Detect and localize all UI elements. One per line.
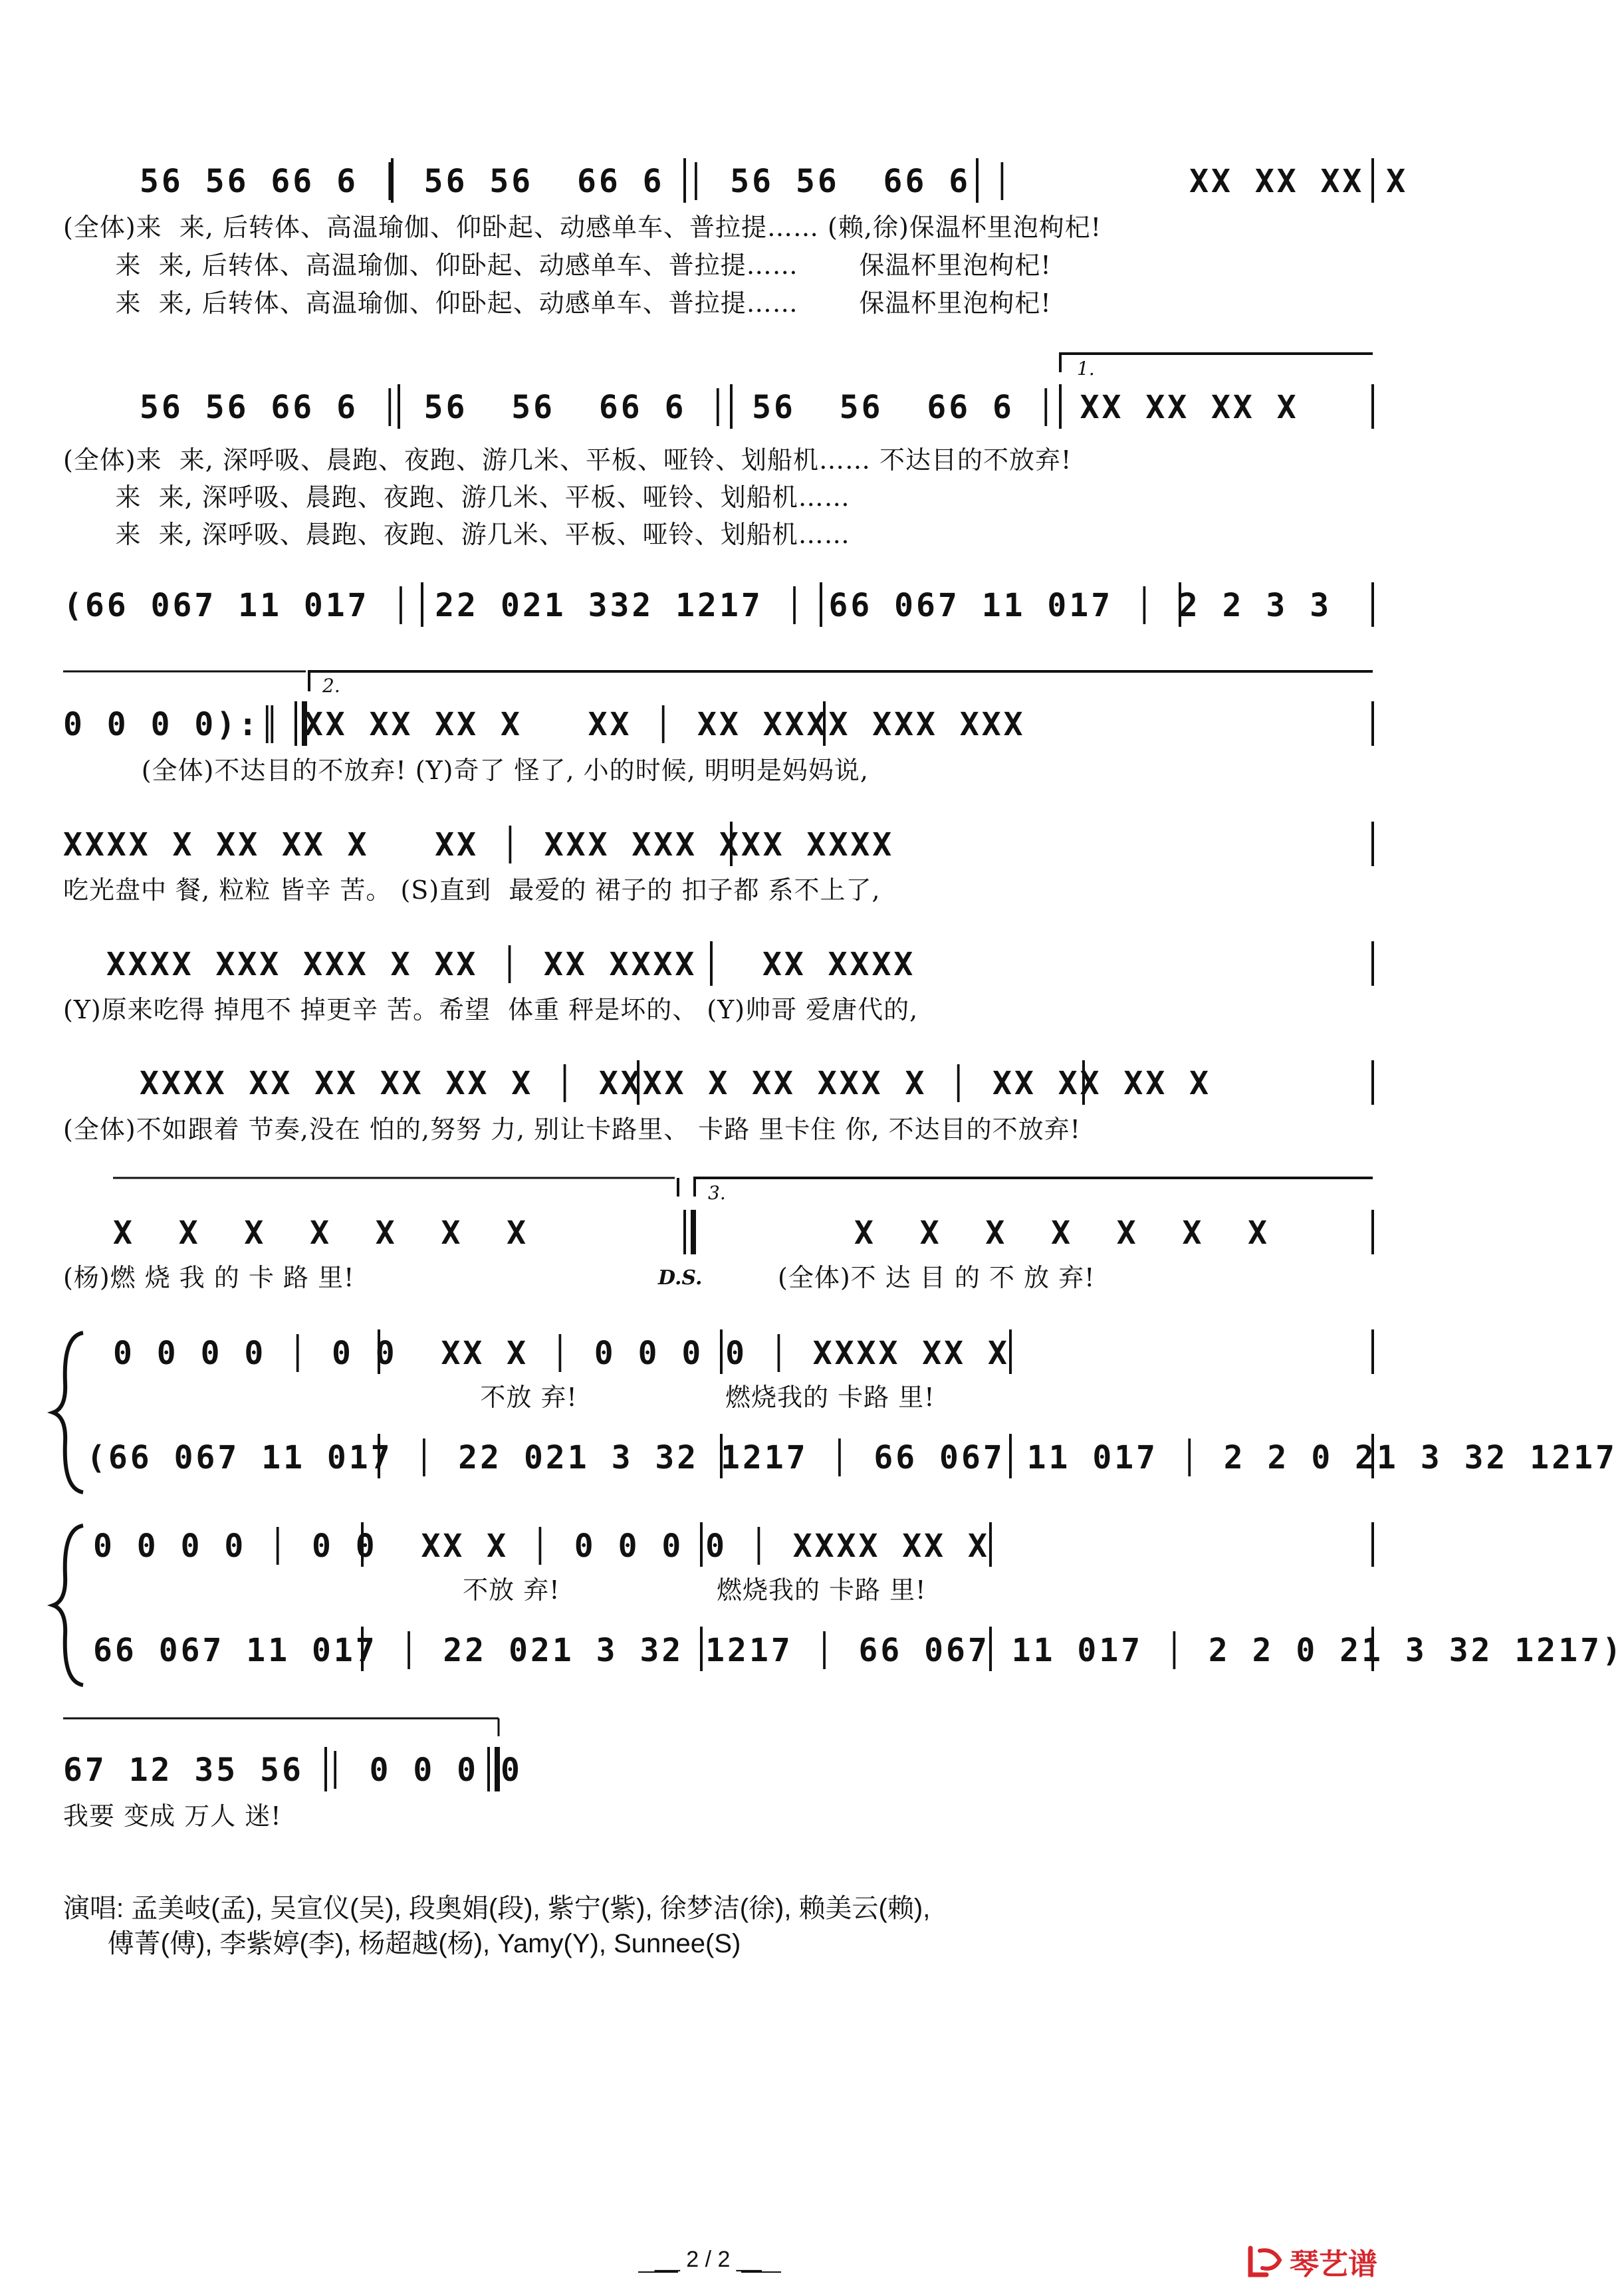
- system2-lyric-1: (全体)来 来, 深呼吸、晨跑、夜跑、游几米、平板、哑铃、划船机…… 不达目的不放弃!: [63, 445, 1072, 475]
- system8-notes-right: X X X X X X X: [854, 1214, 1270, 1252]
- system10-upper-notes: 0 0 0 0 │ 0 0 XX X │ 0 0 0 0 │ XXXX XX X: [93, 1528, 990, 1565]
- system7-notes: XXXX XX XX XX XX X │ XXXX X XX XXX X │ XX XX XX X: [140, 1065, 1212, 1102]
- system5-notes: XXXX X XX XX X XX │ XXX XXX XXX XXXX: [63, 826, 895, 863]
- system4-lyrics: (全体)不达目的不放弃! (Y)奇了 怪了, 小的时候, 明明是妈妈说,: [63, 756, 869, 785]
- system11-lyrics: 我要 变成 万人 迷!: [63, 1801, 282, 1831]
- system9-upper-lyrics: 不放 弃! 燃烧我的 卡路 里!: [332, 1383, 935, 1412]
- system2-lyric-3: 来 来, 深呼吸、晨跑、夜跑、游几米、平板、哑铃、划船机……: [63, 520, 850, 549]
- system8-notes-left: X X X X X X X: [113, 1214, 529, 1252]
- system5-lyrics: 吃光盘中 餐, 粒粒 皆辛 苦。 (S)直到 最爱的 裙子的 扣子都 系不上了,: [63, 875, 881, 905]
- system11-notes: 67 12 35 56 │ 0 0 0 0: [63, 1752, 522, 1789]
- system7-lyrics: (全体)不如跟着 节奏,没在 怕的,努努 力, 别让卡路里、 卡路 里卡住 你, 不达目的不放弃!: [63, 1115, 1081, 1144]
- system6-lyrics: (Y)原来吃得 掉甩不 掉更辛 苦。希望 体重 秤是坏的、 (Y)帅哥 爱唐代的,: [63, 995, 919, 1024]
- system2-notes: 56 56 66 6 │ 56 56 66 6 │ 56 56 66 6 │ XX XX XX X: [140, 389, 1299, 426]
- system8-lyrics-left: (杨)燃 烧 我 的 卡 路 里!: [63, 1263, 355, 1292]
- brand-name: 琴艺谱: [1290, 2247, 1377, 2281]
- system2-lyric-2: 来 来, 深呼吸、晨跑、夜跑、游几米、平板、哑铃、划船机……: [63, 483, 850, 512]
- credits-line-2: 傅菁(傅), 李紫婷(李), 杨超越(杨), Yamy(Y), Sunnee(S): [63, 1929, 741, 1958]
- credits-line-1: 演唱: 孟美岐(孟), 吴宣仪(吴), 段奥娟(段), 紫宁(紫), 徐梦洁(徐), 赖美云(赖),: [63, 1894, 931, 1923]
- system8-lyrics-right: (全体)不 达 目 的 不 放 弃!: [778, 1263, 1096, 1292]
- system3-notes: (66 067 11 017 │ 22 021 332 1217 │ 66 067 11 017 │ 2 2 3 3: [63, 587, 1332, 624]
- page-number: __ 2 / 2 __: [655, 2247, 762, 2272]
- system1-notes: 56 56 66 6 │ 56 56 66 6 │ 56 56 66 6 │ XX XX XX X: [140, 163, 1409, 200]
- volta-1-label: 1.: [1077, 358, 1095, 380]
- system1-lyric-1: (全体)来 来, 后转体、高温瑜伽、仰卧起、动感单车、普拉提…… (赖,徐)保温杯里泡枸杞!: [63, 213, 1102, 242]
- system1-lyric-2: 来 来, 后转体、高温瑜伽、仰卧起、动感单车、普拉提…… 保温杯里泡枸杞!: [63, 251, 1052, 280]
- volta-3-label: 3.: [708, 1182, 726, 1204]
- ds-marking: D.S.: [658, 1266, 703, 1290]
- system1-lyric-3: 来 来, 后转体、高温瑜伽、仰卧起、动感单车、普拉提…… 保温杯里泡枸杞!: [63, 288, 1052, 318]
- volta-2-label: 2.: [322, 675, 340, 697]
- system9-lower-notes: (66 067 11 017 │ 22 021 3 32 1217 │ 66 067 11 017 │ 2 2 0 21 3 32 1217: [86, 1439, 1617, 1476]
- system6-notes: XXXX XXX XXX X XX │ XX XXXX XX XXXX: [106, 946, 916, 983]
- system9-upper-notes: 0 0 0 0 │ 0 0 XX X │ 0 0 0 0 │ XXXX XX X: [113, 1335, 1010, 1372]
- system4-notes: 0 0 0 0):║ XX XX XX X XX │ XX XXXX XXX XXX: [63, 706, 1026, 743]
- system10-upper-lyrics: 不放 弃! 燃烧我的 卡路 里!: [332, 1575, 927, 1605]
- system10-lower-notes: 66 067 11 017 │ 22 021 3 32 1217 │ 66 067 11 017 │ 2 2 0 21 3 32 1217): [93, 1632, 1624, 1669]
